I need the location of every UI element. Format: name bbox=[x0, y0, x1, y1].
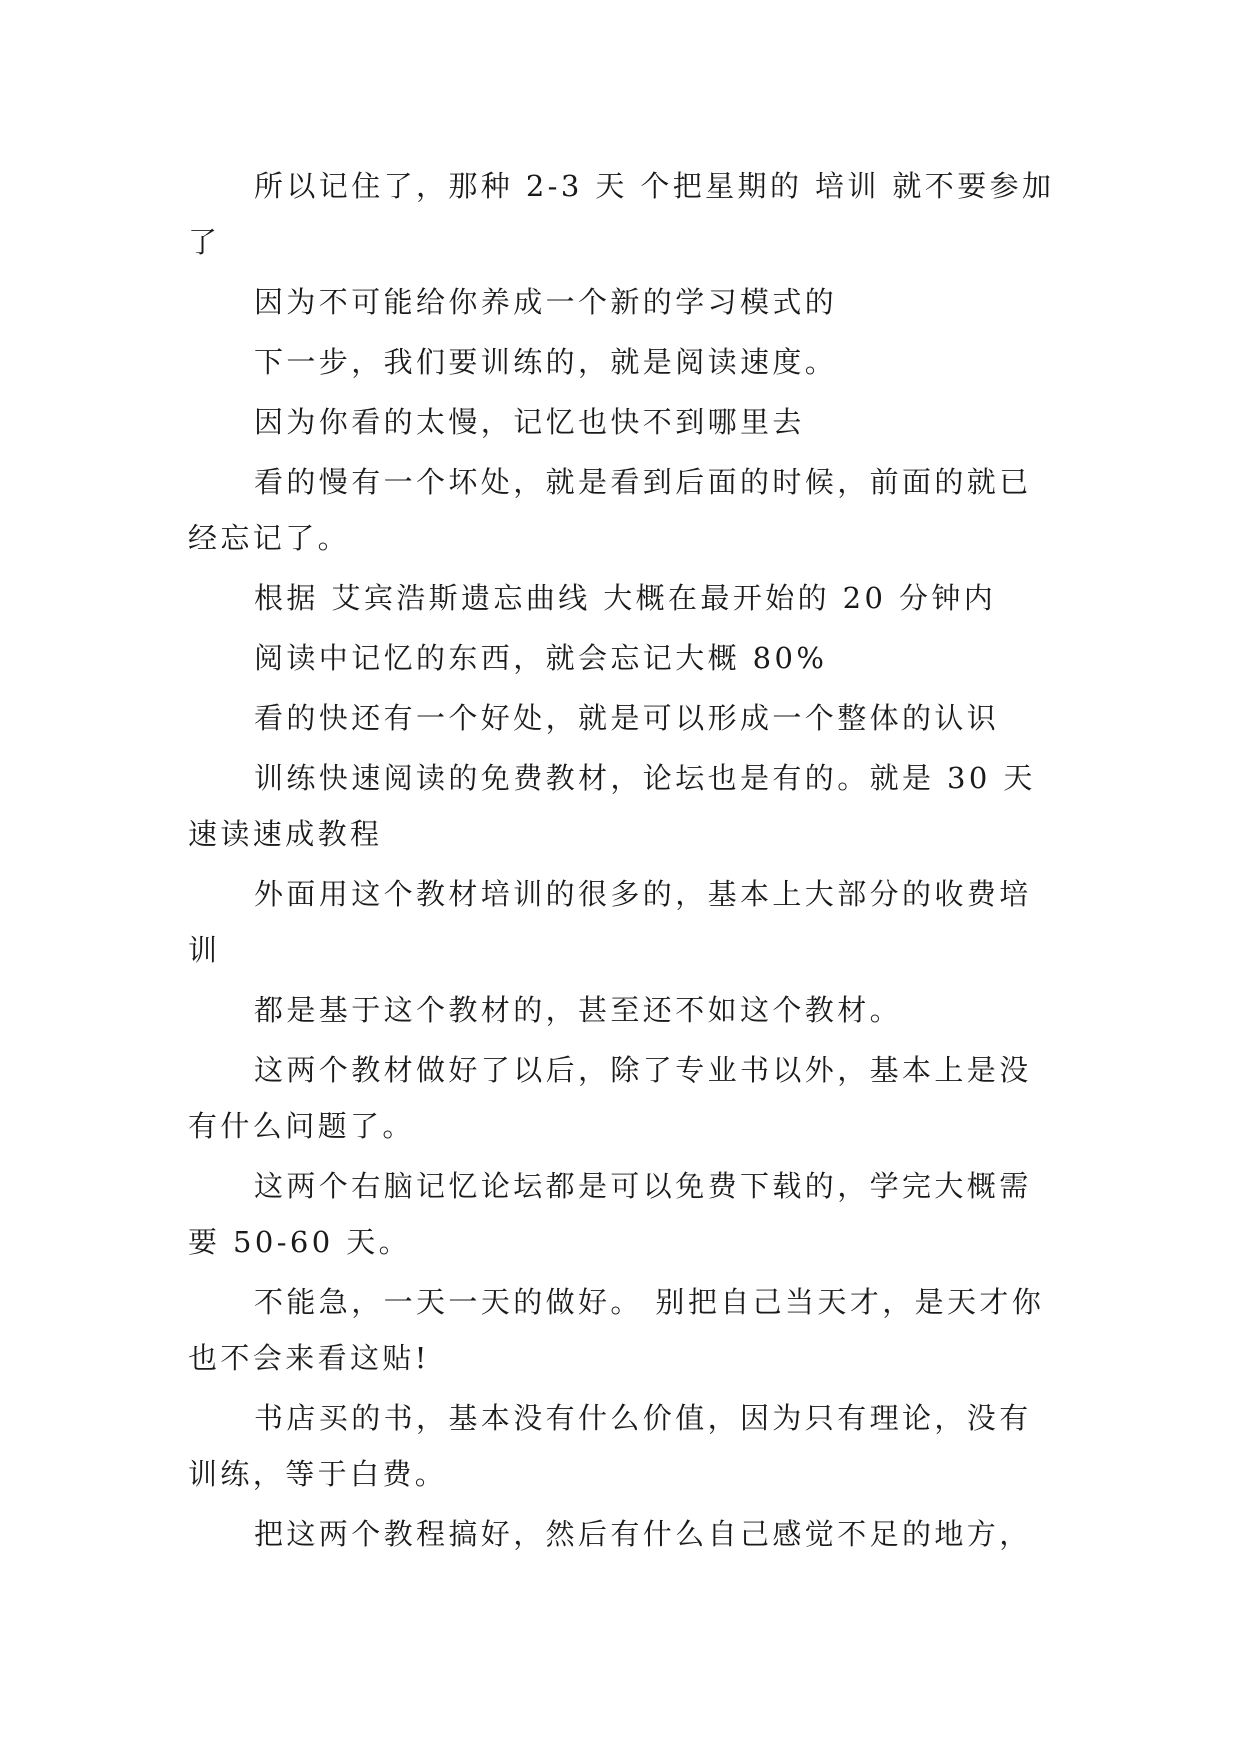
paragraph-4: 因为你看的太慢，记忆也快不到哪里去 bbox=[254, 405, 805, 439]
paragraph-8: 看的快还有一个好处，就是可以形成一个整体的认识 bbox=[254, 701, 1000, 735]
paragraph-11: 都是基于这个教材的，甚至还不如这个教材。 bbox=[254, 993, 903, 1027]
paragraph-3: 下一步，我们要训练的，就是阅读速度。 bbox=[254, 345, 838, 379]
paragraph-9: 训练快速阅读的免费教材，论坛也是有的。就是 30 天速读速成教程 bbox=[188, 761, 1036, 851]
paragraph-2: 因为不可能给你养成一个新的学习模式的 bbox=[254, 285, 838, 319]
paragraph-15: 书店买的书，基本没有什么价值，因为只有理论，没有训练，等于白费。 bbox=[188, 1401, 1032, 1491]
paragraph-10: 外面用这个教材培训的很多的，基本上大部分的收费培训 bbox=[188, 877, 1032, 967]
paragraph-1: 所以记住了，那种 2-3 天 个把星期的 培训 就不要参加了 bbox=[188, 169, 1055, 259]
paragraph-14: 不能急，一天一天的做好。 别把自己当天才，是天才你也不会来看这贴! bbox=[188, 1285, 1045, 1375]
document-body bbox=[188, 158, 1056, 1566]
paragraph-6: 根据 艾宾浩斯遗忘曲线 大概在最开始的 20 分钟内 bbox=[254, 581, 997, 615]
paragraph-12: 这两个教材做好了以后，除了专业书以外，基本上是没有什么问题了。 bbox=[188, 1053, 1032, 1143]
paragraph-5: 看的慢有一个坏处，就是看到后面的时候，前面的就已经忘记了。 bbox=[188, 465, 1032, 555]
paragraph-7: 阅读中记忆的东西，就会忘记大概 80% bbox=[254, 641, 828, 675]
paragraph-16: 把这两个教程搞好，然后有什么自己感觉不足的地方， bbox=[254, 1517, 1032, 1551]
paragraph-13: 这两个右脑记忆论坛都是可以免费下载的，学完大概需要 50-60 天。 bbox=[188, 1169, 1032, 1259]
